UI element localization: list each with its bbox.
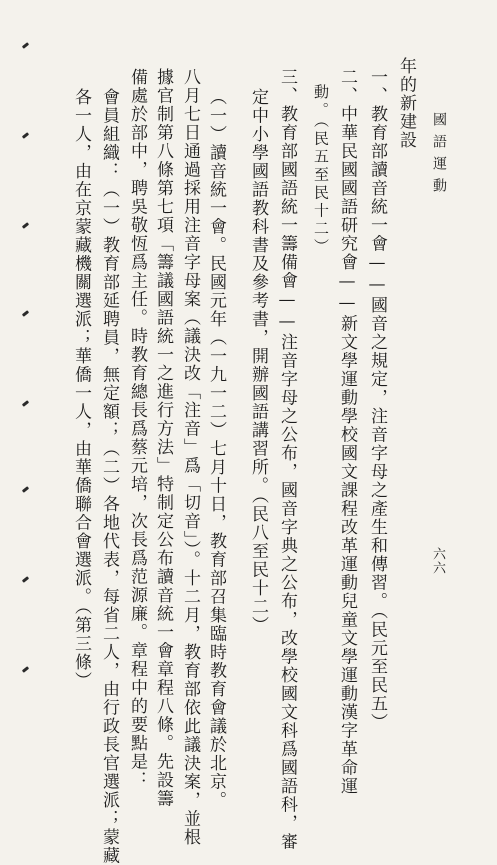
text-column: 二、中華民國國語研究會——新文學運動學校國文課程改革運動兒童文學運動漢字革命運 <box>337 68 357 796</box>
running-header: 國語運動 <box>431 112 447 200</box>
text-column: 會員組織：（一）教育部延聘員，無定額；（二）各地代表，每省二人，由行政長官選派；蒙藏 <box>99 88 119 865</box>
margin-mark <box>22 222 29 229</box>
margin-mark <box>22 42 29 49</box>
text-column: 定中小學國語教科書及參考書，開辦國語講習所。（民八至民十二） <box>248 88 268 635</box>
margin-mark <box>22 310 29 317</box>
text-column: 一、教育部讀音統一會——國音之規定，注音字母之產生和傳習。（民元至民五） <box>367 68 387 732</box>
text-column: 三、教育部國語統一籌備會——注音字母之公布，國音字典之公布，改學校國文科爲國語科，審 <box>277 68 297 851</box>
margin-mark <box>22 132 29 139</box>
text-column: 八月七日通過採用注音字母案（議決改「注音」爲「切音」）。十二月，教育部依此議決案，並根 <box>180 68 200 847</box>
margin-mark <box>22 576 29 583</box>
margin-mark <box>22 486 29 493</box>
text-column: 備處於部中，聘吳敬恆爲主任。時教育總長爲蔡元培，次長爲范源廉。章程中的要點是： <box>127 68 147 790</box>
text-column: 據官制第八條第七項「籌議國語統一之進行方法」特制定公布讀音統一會章程八條。先設籌 <box>153 68 173 808</box>
text-column: 動。（民五至民十二） <box>312 84 330 257</box>
text-column: 各一人，由在京蒙藏機關選派；華僑一人，由華僑聯合會選派。（第三條） <box>71 88 91 690</box>
text-column: （一）讀音統一會。民國元年（一九一二）七月十日，教育部召集臨時教育會議於北京。 <box>206 88 226 810</box>
margin-mark <box>22 666 29 673</box>
section-title: 年的新建設 <box>396 57 416 150</box>
page-number: 六六 <box>430 547 445 575</box>
margin-mark <box>22 400 29 407</box>
